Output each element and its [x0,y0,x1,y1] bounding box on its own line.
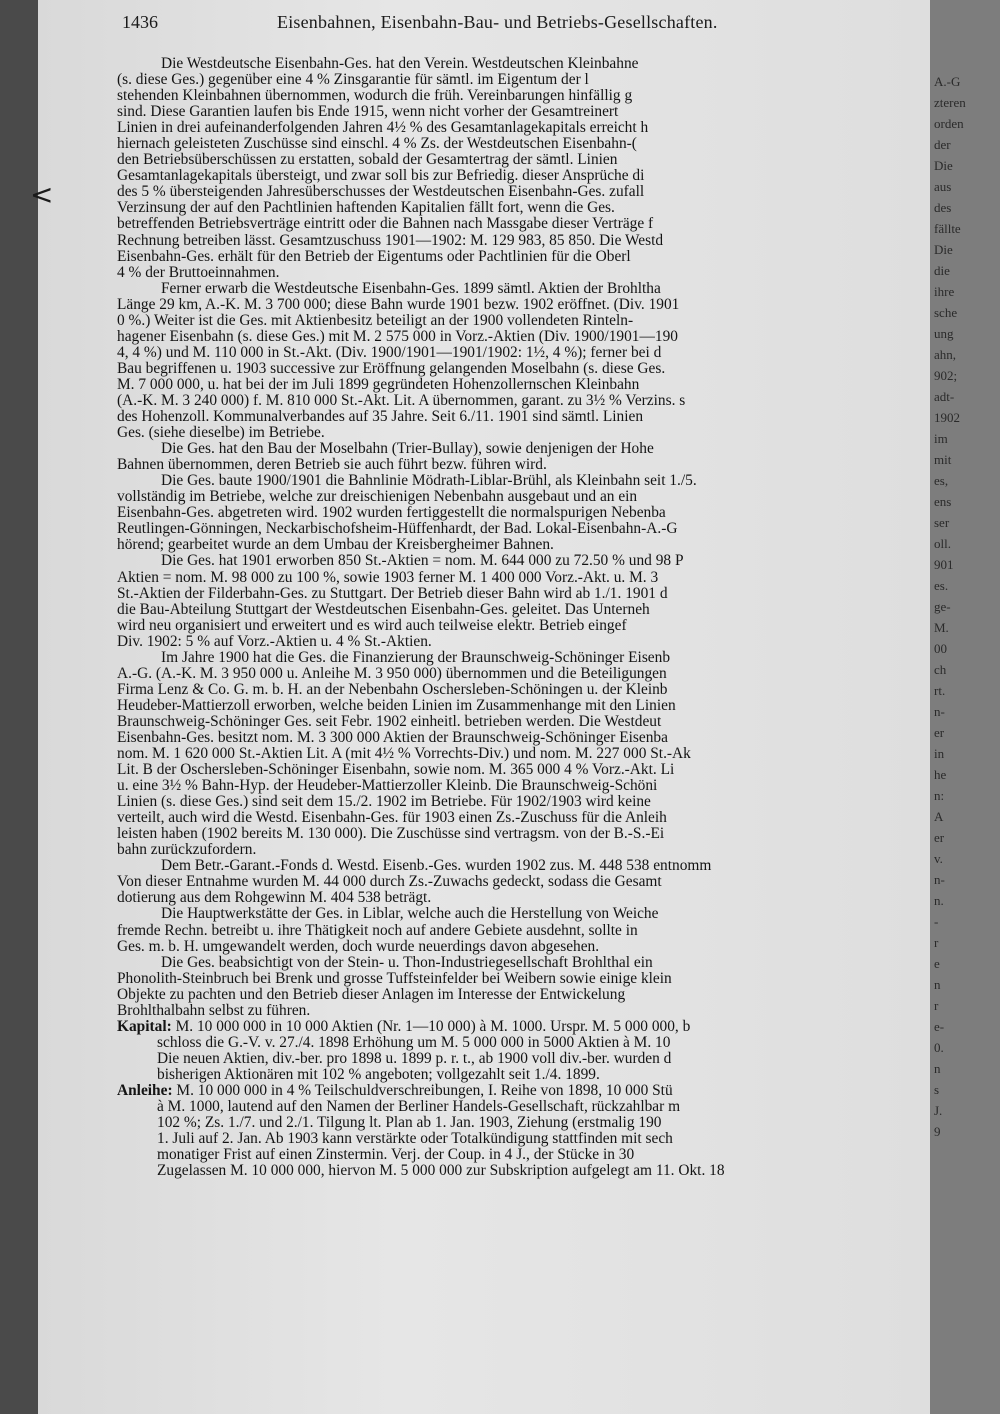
line-text: Eisenbahn-Ges. erhält für den Betrieb der Eigentums oder Pachtlinien für die Oberl [117,248,631,265]
margin-fragment: 9 [934,1124,941,1139]
line-text: 1. Juli auf 2. Jan. Ab 1903 kann verstärkte oder Totalkündigung stattfinden mit sech [157,1131,673,1148]
text-line [117,104,935,120]
text-line [117,730,935,746]
margin-fragment: sche [934,305,958,320]
text-line [117,249,935,265]
line-text: Im Jahre 1900 hat die Ges. die Finanzierung der Braunschweig-Schöninger Eisenb [161,649,671,666]
margin-fragment: ch [934,662,947,677]
line-text: à M. 1000, lautend auf den Namen der Berliner Handels-Gesellschaft, rückzahlbar m [157,1099,681,1116]
text-line [117,1051,935,1067]
text-line [117,1003,935,1019]
margin-fragment: n. [934,893,944,908]
line-text: Ges. m. b. H. umgewandelt werden, doch wurde neuerdings davon abgesehen. [117,938,600,955]
margin-fragment: Die [934,158,953,173]
margin-fragment: oll. [934,536,951,551]
line-text: Zugelassen M. 10 000 000, hiervon M. 5 000 000 zur Subskription aufgelegt am 11. Okt. 18 [157,1163,725,1180]
text-line [117,810,935,826]
margin-fragment: n [934,1061,941,1076]
line-text: hiernach geleisteten Zuschüsse sind einschl. 4 % Zs. der Westdeutschen Eisenbahn-( [117,136,637,153]
line-text: leisten haben (1902 bereits M. 130 000). Die Zuschüsse sind vertragsm. von der B.-S.-Ei [117,826,665,843]
margin-fragment: im [934,431,948,446]
line-text: 4 % der Bruttoeinnahmen. [117,264,280,281]
text-line [117,714,935,730]
line-text: Lit. B der Oschersleben-Schöninger Eisenbahn, sowie nom. M. 365 000 4 % Vorz.-Akt. Li [117,762,675,779]
margin-fragment: aus [934,179,952,194]
margin-fragment: mit [934,452,952,467]
margin-fragment: ge- [934,599,951,614]
text-line [117,1099,935,1115]
line-text: hagener Eisenbahn (s. diese Ges.) mit M. 2 575 000 in Vorz.-Aktien (Div. 1900/1901—190 [117,328,678,345]
line-text: stehenden Kleinbahnen übernommen, wodurch die früh. Vereinbarungen hinfällig g [117,88,633,105]
margin-fragment: e [934,956,940,971]
body-text [117,56,935,1179]
line-text: Eisenbahn-Ges. abgetreten wird. 1902 wurden fertiggestellt die normalspurigen Nebenba [117,505,666,522]
text-line [117,1115,935,1131]
text-line [117,409,935,425]
text-line [117,120,935,136]
margin-fragment: fällte [934,221,961,236]
margin-fragment: rt. [934,683,946,698]
margin-fragment: orden [934,116,964,131]
line-text: Von dieser Entnahme wurden M. 44 000 durch Zs.-Zuwachs gedeckt, sodass die Gesamt [117,874,662,891]
margin-fragment: he [934,767,947,782]
text-line [117,489,935,505]
section-label: Kapital: [117,1018,172,1035]
text-line [117,297,935,313]
margin-fragment: er [934,830,945,845]
text-line [117,906,935,922]
text-line [117,425,935,441]
text-line [117,281,935,297]
text-line [117,1067,935,1083]
line-text: bahn zurückzufordern. [117,842,257,859]
text-line [117,441,935,457]
text-line [117,746,935,762]
line-text: vollständig im Betriebe, welche zur dreischienigen Nebenbahn ausgebaut und an ein [117,489,638,506]
line-text: Länge 29 km, A.-K. M. 3 700 000; diese Bahn wurde 1901 bezw. 1902 eröffnet. (Div. 1901 [117,296,680,313]
page-number: 1436 [122,12,158,32]
text-line [117,377,935,393]
text-line [117,890,935,906]
line-text: Die neuen Aktien, div.-ber. pro 1898 u. 1899 p. r. t., ab 1900 voll div.-ber. wurden d [157,1050,672,1067]
margin-fragment: n [934,977,941,992]
line-text: 0 %.) Weiter ist die Ges. mit Aktienbesitz beteiligt an der 1900 vollendeten Rinteln- [117,312,634,329]
line-text: Phonolith-Steinbruch bei Brenk und grosse Tuffsteinfelder bei Weibern sowie einige klein [117,970,672,987]
margin-fragment: r [934,935,939,950]
line-text: Reutlingen-Gönningen, Neckarbischofsheim-Hüffenhardt, der Bad. Lokal-Eisenbahn-A.-G [117,521,678,538]
margin-fragment: n- [934,704,945,719]
line-text: Bahnen übernommen, deren Betrieb sie auch führt bezw. führen wird. [117,457,547,474]
text-line [117,345,935,361]
margin-fragment: in [934,746,945,761]
text-line [117,570,935,586]
line-text: Brohlthalbahn selbst zu führen. [117,1002,311,1019]
line-text: M. 10 000 000 in 10 000 Aktien (Nr. 1—10 000) à M. 1000. Urspr. M. 5 000 000, b [171,1018,691,1035]
text-line [117,955,935,971]
line-text: 4, 4 %) und M. 110 000 in St.-Akt. (Div. 1900/1901—1901/1902: 1½, 4 %); ferner bei d [117,344,662,361]
text-line [117,72,935,88]
line-text: A.-G. (A.-K. M. 3 950 000 u. Anleihe M. 3 950 000) übernommen und die Beteiligungen [117,665,667,682]
line-text: Objekte zu pachten und den Betrieb dieser Anlagen im Interesse der Entwickelung [117,986,626,1003]
section-label: Anleihe: [117,1083,173,1099]
text-line [117,553,935,569]
line-text: Verzinsung der auf den Pachtlinien haftenden Kapitalien fällt fort, wenn die Ges. [117,200,615,217]
margin-fragment: es. [934,578,949,593]
margin-fragment: es, [934,473,949,488]
line-text: Die Ges. baute 1900/1901 die Bahnlinie Mödrath-Liblar-Brühl, als Kleinbahn seit 1./5. [161,473,697,490]
text-line [117,361,935,377]
line-text: verteilt, auch wird die Westd. Eisenbahn-Ges. für 1903 einen Zs.-Zuschuss für die Anleih [117,810,667,827]
text-line [117,216,935,232]
text-line [117,586,935,602]
line-text: des 5 % übersteigenden Jahresüberschusses der Westdeutschen Eisenbahn-Ges. zufall [117,184,645,201]
margin-fragment: A [934,809,944,824]
text-line [117,265,935,281]
margin-fragment: J. [934,1103,943,1118]
line-text: Die Ges. hat 1901 erworben 850 St.-Aktien = nom. M. 644 000 zu 72.50 % und 98 P [161,553,684,570]
margin-fragment: 1902 [934,410,960,425]
line-text: Die Ges. hat den Bau der Moselbahn (Trier-Bullay), sowie denjenigen der Hohe [161,441,654,458]
line-text: 102 %; Zs. 1./7. und 2./1. Tilgung lt. Plan ab 1. Jan. 1903, Ziehung (erstmalig 190 [157,1115,662,1132]
text-line [117,602,935,618]
text-line [117,923,935,939]
line-text: nom. M. 1 620 000 St.-Aktien Lit. A (mit 4½ % Vorrechts-Div.) und nom. M. 227 000 St.-Ak [117,746,691,763]
text-line [117,473,935,489]
text-line [117,698,935,714]
line-text: Rechnung betreiben lässt. Gesamtzuschuss 1901—1902: M. 129 983, 85 850. Die Westd [117,232,664,249]
line-text: bisherigen Aktionären mit 102 % angeboten; vollgezahlt seit 1./4. 1899. [157,1066,600,1083]
line-text: (A.-K. M. 3 240 000) f. M. 810 000 St.-Akt. Lit. A übernommen, garant. zu 3½ % Verzins. s [117,392,686,409]
text-line [117,152,935,168]
line-text: wird neu organisiert und erweitert und es wird auch teilweise elektr. Betrieb eingef [117,617,627,634]
text-line [117,634,935,650]
line-text: Gesamtanlagekapitals übersteigt, und zwar soll bis zur Befriedig. dieser Ansprüche di [117,168,645,185]
line-text: dotierung aus dem Rohgewinn M. 404 538 beträgt. [117,890,432,907]
line-text: Firma Lenz & Co. G. m. b. H. an der Nebenbahn Oschersleben-Schöningen u. der Kleinb [117,681,668,698]
margin-fragment: r [934,998,939,1013]
text-line [117,794,935,810]
line-text: St.-Aktien der Filderbahn-Ges. zu Stuttgart. Der Betrieb dieser Bahn wird ab 1./1. 1901 d [117,585,668,602]
margin-fragment: adt- [934,389,955,404]
text-line [117,682,935,698]
line-text: hörend; gearbeitet wurde an dem Umbau der Kreisbergheimer Bahnen. [117,537,554,554]
text-line [117,457,935,473]
text-line [117,537,935,553]
margin-fragment: ung [934,326,954,341]
text-line [117,200,935,216]
margin-fragment: M. [934,620,949,635]
text-line [117,618,935,634]
text-line [117,1019,935,1035]
margin-fragment: 0. [934,1040,944,1055]
line-text: des Hohenzoll. Kommunalverbandes auf 35 Jahre. Seit 6./11. 1901 sind sämtl. Linien [117,409,644,426]
running-title: Eisenbahnen, Eisenbahn-Bau- und Betriebs-Gesellschaften. [277,12,718,32]
text-line [117,56,935,72]
margin-fragment: Die [934,242,953,257]
text-line [117,939,935,955]
text-line [117,329,935,345]
text-line [117,971,935,987]
line-text: Eisenbahn-Ges. besitzt nom. M. 3 300 000 Aktien der Braunschweig-Schöninger Eisenba [117,729,668,746]
margin-fragment: 902; [934,368,958,383]
text-line [117,1131,935,1147]
margin-fragment: er [934,725,945,740]
margin-fragment: s [934,1082,940,1097]
margin-fragment: n: [934,788,945,803]
margin-mark: < [30,178,54,211]
line-text: Dem Betr.-Garant.-Fonds d. Westd. Eisenb.-Ges. wurden 1902 zus. M. 448 538 entnomm [161,858,712,875]
text-line [117,136,935,152]
line-text: sind. Diese Garantien laufen bis Ende 1915, wenn nicht vorher der Gesamtreinert [117,104,619,121]
line-text: schloss die G.-V. v. 27./4. 1898 Erhöhung um M. 5 000 000 in 5000 Aktien à M. 10 [157,1034,671,1051]
margin-fragment: A.-G [934,74,961,89]
margin-fragment: ser [934,515,950,530]
line-text: Heudeber-Mattierzoll erworben, welche beiden Linien im Zusammenhange mit den Linien [117,697,676,714]
line-text: (s. diese Ges.) gegenüber eine 4 % Zinsgarantie für sämtl. im Eigentum der l [117,72,589,89]
line-text: Ges. (siehe dieselbe) im Betriebe. [117,425,325,442]
text-line [117,650,935,666]
line-text: M. 7 000 000, u. hat bei der im Juli 1899 gegründeten Hohenzollernschen Kleinbahn [117,376,640,393]
line-text: Die Westdeutsche Eisenbahn-Ges. hat den Verein. Westdeutschen Kleinbahne [161,56,639,72]
margin-fragment: e- [934,1019,945,1034]
line-text: Bau begriffenen u. 1903 successive zur Eröffnung gelangenden Moselbahn (s. diese Ges. [117,360,666,377]
line-text: u. eine 3½ % Bahn-Hyp. der Heudeber-Mattierzoller Kleinb. Die Braunschweig-Schöni [117,778,658,795]
margin-fragment: v. [934,851,943,866]
margin-fragment: die [934,263,950,278]
text-line [117,1147,935,1163]
margin-fragment: ihre [934,284,955,299]
text-line [117,168,935,184]
margin-fragment: zteren [934,95,966,110]
text-line [117,313,935,329]
text-line [117,874,935,890]
margin-fragment: n- [934,872,945,887]
line-text: Die Ges. beabsichtigt von der Stein- u. Thon-Industriegesellschaft Brohlthal ein [161,954,653,971]
margin-fragment: - [934,914,939,929]
text-line [117,1083,935,1099]
text-line [117,233,935,249]
text-line [117,393,935,409]
text-line [117,842,935,858]
line-text: fremde Rechn. betreibt u. ihre Thätigkeit noch auf andere Gebiete ausdehnt, sollte in [117,922,638,939]
text-line [117,88,935,104]
margin-fragment: des [934,200,952,215]
line-text: Linien (s. diese Ges.) sind seit dem 15./2. 1902 im Betriebe. Für 1902/1903 wird keine [117,794,651,811]
line-text: M. 10 000 000 in 4 % Teilschuldverschreibungen, I. Reihe von 1898, 10 000 Stü [172,1083,673,1099]
line-text: Linien in drei aufeinanderfolgenden Jahren 4½ % des Gesamtanlagekapitals erreicht h [117,120,649,137]
margin-fragment: ens [934,494,952,509]
line-text: monatiger Frist auf einen Zinstermin. Verj. der Coup. in 4 J., der Stücke in 30 [157,1147,635,1164]
margin-fragment: 00 [934,641,947,656]
line-text: Ferner erwarb die Westdeutsche Eisenbahn-Ges. 1899 sämtl. Aktien der Brohltha [161,280,661,297]
line-text: Die Hauptwerkstätte der Ges. in Liblar, welche auch die Herstellung von Weiche [161,906,659,923]
text-line [117,184,935,200]
text-line [117,826,935,842]
line-text: den Betriebsüberschüssen zu erstatten, sobald der Gesamtertrag der sämtl. Linien [117,152,618,169]
text-line [117,521,935,537]
text-line [117,987,935,1003]
margin-fragment: ahn, [934,347,957,362]
text-line [117,1035,935,1051]
text-line [117,858,935,874]
text-line [117,762,935,778]
line-text: betreffenden Betriebsverträge eintritt oder die Bahnen nach Massgabe dieser Verträge f [117,216,654,233]
text-line [117,778,935,794]
line-text: Div. 1902: 5 % auf Vorz.-Aktien u. 4 % St.-Aktien. [117,633,432,650]
text-line [117,666,935,682]
text-line [117,505,935,521]
line-text: Aktien = nom. M. 98 000 zu 100 %, sowie 1903 ferner M. 1 400 000 Vorz.-Akt. u. M. 3 [117,569,659,586]
margin-fragment: 901 [934,557,954,572]
margin-fragment: der [934,137,951,152]
line-text: die Bau-Abteilung Stuttgart der Westdeutschen Eisenbahn-Ges. geleitet. Das Unterneh [117,601,650,618]
line-text: Braunschweig-Schöninger Ges. seit Febr. 1902 einheitl. betrieben werden. Die Westdeut [117,713,662,730]
text-line [117,1163,935,1179]
adjacent-page-strip [930,0,1000,1414]
